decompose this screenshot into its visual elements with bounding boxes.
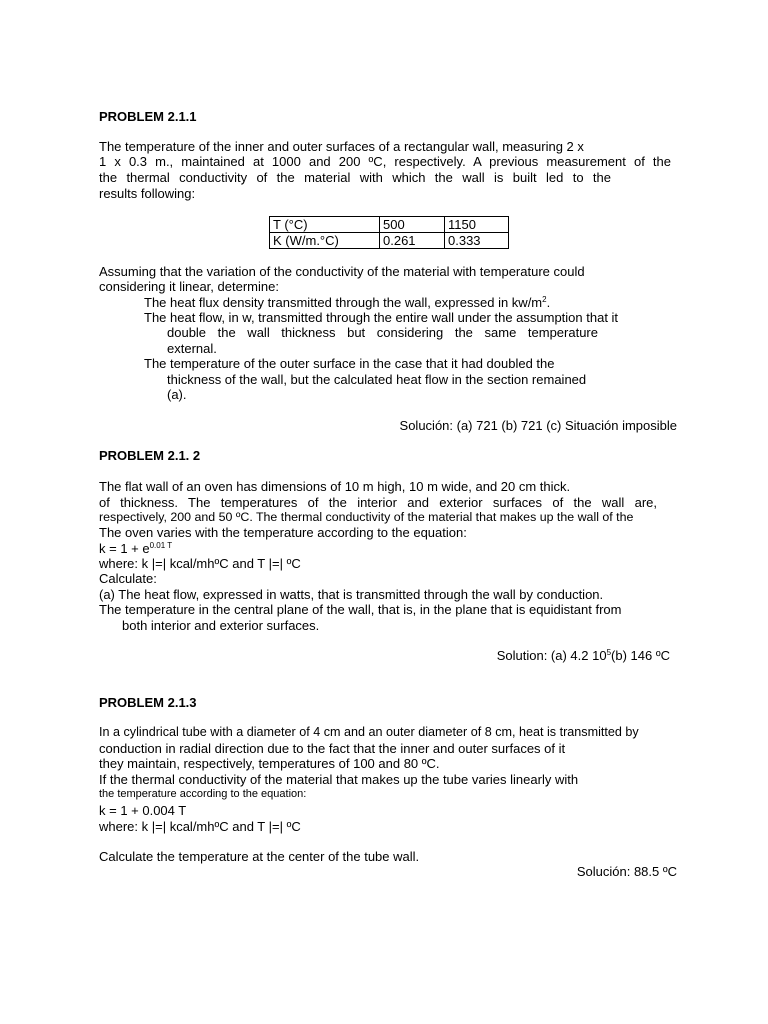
table-cell: 0.261: [380, 233, 445, 249]
solution-line: Solución: (a) 721 (b) 721 (c) Situación imposible: [399, 418, 677, 433]
table-row: [270, 217, 509, 233]
list-item-continuation: thickness of the wall, but the calculated heat flow in the section remained: [167, 372, 587, 387]
solution-post: (b) 146 ºC: [611, 648, 670, 663]
table-cell: T (°C): [270, 217, 380, 233]
units-line: where: k |=| kcal/mhºC and T |=| ºC: [99, 556, 301, 571]
problem-heading: PROBLEM 2.1.1: [99, 109, 197, 124]
paragraph-line: the thermal conductivity of the material with which the wall is built led to the: [99, 170, 611, 185]
paragraph-line: The oven varies with the temperature according to the equation:: [99, 525, 467, 540]
paragraph-line: The temperature of the inner and outer surfaces of a rectangular wall, measuring 2 x: [99, 139, 584, 154]
superscript: 2: [542, 295, 547, 304]
equation: k = 1 + 0.004 T: [99, 803, 187, 818]
list-item: (a) The heat flow, expressed in watts, that is transmitted through the wall by conduction.: [99, 587, 604, 602]
paragraph-line: 1 x 0.3 m., maintained at 1000 and 200 ºC, respectively. A previous measurement of the: [99, 154, 671, 169]
table-cell: K (W/m.°C): [270, 233, 380, 249]
table-cell: 1150: [445, 217, 509, 233]
paragraph-line-small: the temperature according to the equation:: [99, 788, 307, 800]
conductivity-table: [269, 216, 509, 249]
list-item: The heat flow, in w, transmitted through the entire wall under the assumption that it: [144, 310, 619, 325]
solution-line: [497, 648, 670, 663]
paragraph-line: respectively, 200 and 50 ºC. The thermal conductivity of the material that makes up the wall of the: [99, 510, 634, 524]
equation-base: k = 1 + e: [99, 541, 150, 556]
list-item-continuation: external.: [167, 341, 217, 356]
paragraph-line: considering it linear, determine:: [99, 279, 279, 294]
paragraph-line: conduction in radial direction due to the fact that the inner and outer surfaces of it: [99, 741, 566, 756]
paragraph-line: The flat wall of an oven has dimensions of 10 m high, 10 m wide, and 20 cm thick.: [99, 479, 571, 494]
paragraph-line: of thickness. The temperatures of the interior and exterior surfaces of the wall are,: [99, 495, 657, 510]
superscript: 5: [606, 648, 612, 657]
solution-pre: Solution: (a) 4.2 10: [496, 648, 607, 663]
table-cell: 0.333: [445, 233, 509, 249]
list-item-continuation: (a).: [167, 387, 187, 402]
list-item-continuation: double the wall thickness but considering the same temperature: [167, 325, 598, 340]
paragraph-line: Assuming that the variation of the conductivity of the material with temperature could: [99, 264, 585, 279]
list-item-continuation: both interior and exterior surfaces.: [122, 618, 320, 633]
list-item: [144, 295, 550, 310]
paragraph-line: If the thermal conductivity of the material that makes up the tube varies linearly with: [99, 772, 579, 787]
item-end: .: [546, 295, 551, 310]
list-item: The temperature of the outer surface in the case that it had doubled the: [144, 356, 555, 371]
superscript: 0.01 T: [149, 541, 173, 550]
paragraph-line: Calculate the temperature at the center of the tube wall.: [99, 849, 420, 864]
paragraph-line: In a cylindrical tube with a diameter of 4 cm and an outer diameter of 8 cm, heat is transmitted by: [99, 725, 639, 739]
solution-line: Solución: 88.5 ºC: [576, 864, 677, 879]
problem-heading: PROBLEM 2.1.3: [99, 695, 197, 710]
table-row: [270, 233, 509, 249]
list-item: The temperature in the central plane of the wall, that is, in the plane that is equidistant from: [99, 602, 622, 617]
paragraph-line: they maintain, respectively, temperatures of 100 and 80 ºC.: [99, 756, 440, 771]
table-cell: 500: [380, 217, 445, 233]
item-text: The heat flux density transmitted through the wall, expressed in kw/m: [144, 295, 543, 310]
problem-heading: PROBLEM 2.1. 2: [99, 448, 201, 463]
paragraph-line: results following:: [99, 186, 196, 201]
paragraph-line: Calculate:: [99, 571, 157, 586]
units-line: where: k |=| kcal/mhºC and T |=| ºC: [99, 819, 301, 834]
equation: [99, 541, 172, 556]
